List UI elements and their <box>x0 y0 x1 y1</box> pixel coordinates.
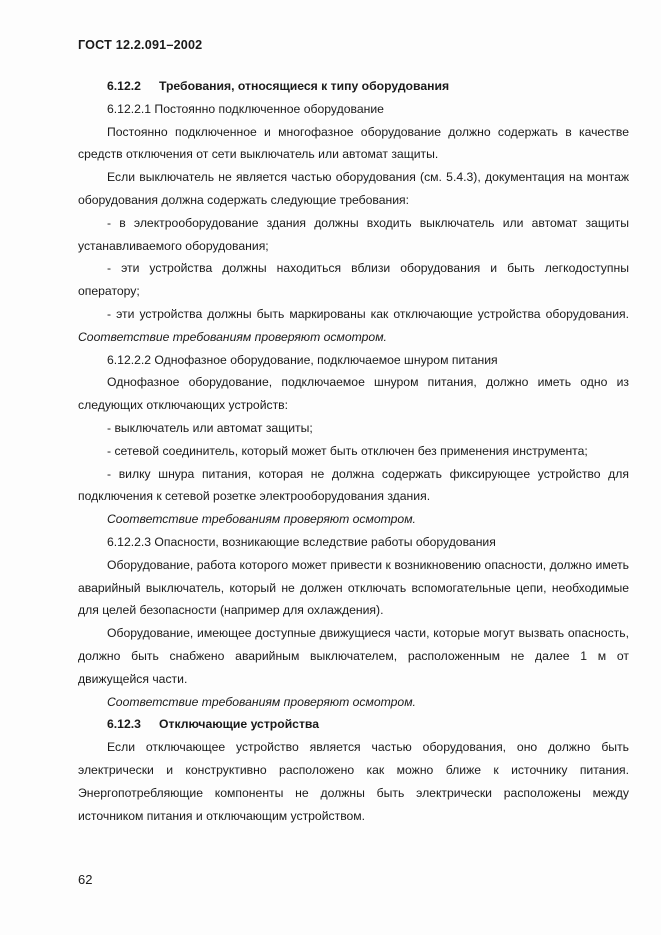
subsection-title-6-12-2-3: 6.12.2.3 Опасности, возникающие вследствие работы оборудования <box>107 534 496 549</box>
compliance-check: Соответствие требованиям проверяют осмотром. <box>107 694 416 709</box>
section-heading-6-12-3 <box>78 713 629 736</box>
page-number: 62 <box>78 872 93 887</box>
compliance-check: Соответствие требованиям проверяют осмотром. <box>107 512 416 527</box>
paragraph: Оборудование, работа которого может привести к возникновению опасности, должно иметь аварийный выключатель, который не должен отключать вспомогательные цепи, необходимые для целей безопасности (например для охлаждения). <box>78 557 629 618</box>
section-heading-6-12-2 <box>78 75 629 98</box>
list-item: - вилку шнура питания, которая не должна содержать фиксирующее устройство для подключения к сетевой розетке электрооборудования здания. <box>78 466 629 504</box>
compliance-check: Соответствие требованиям проверяют осмотром. <box>78 329 387 344</box>
section-title: Отключающие устройства <box>159 717 320 732</box>
paragraph: Если выключатель не является частью оборудования (см. 5.4.3), документация на монтаж оборудования должна содержать следующие требования: <box>78 170 629 207</box>
section-number: 6.12.3 <box>107 717 141 732</box>
paragraph: Однофазное оборудование, подключаемое шнуром питания, должно иметь одно из следующих отключающих устройств: <box>78 375 629 413</box>
paragraph: Постоянно подключенное и многофазное оборудование должно содержать в качестве средств отключения от сети выключатель или автомат защиты. <box>78 124 629 162</box>
list-item-text: - эти устройства должны быть маркированы как отключающие устройства оборудования. <box>107 306 629 321</box>
document-code: ГОСТ 12.2.091–2002 <box>78 38 203 52</box>
subsection-title-6-12-2-2: 6.12.2.2 Однофазное оборудование, подключаемое шнуром питания <box>107 352 498 367</box>
list-item <box>78 303 629 349</box>
subsection-title-6-12-2-1: 6.12.2.1 Постоянно подключенное оборудование <box>107 101 384 116</box>
list-item: - в электрооборудование здания должны входить выключатель или автомат защиты устанавливаемого оборудования; <box>78 215 629 253</box>
list-item: - выключатель или автомат защиты; <box>107 420 313 435</box>
section-title: Требования, относящиеся к типу оборудования <box>159 79 450 93</box>
list-item: - сетевой соединитель, который может быть отключен без применения инструмента; <box>107 443 588 458</box>
document-body <box>78 75 629 827</box>
paragraph: Оборудование, имеющее доступные движущиеся части, которые могут вызвать опасность, должно быть снабжено аварийным выключателем, расположенным не далее 1 м от движущейся части. <box>78 626 629 686</box>
paragraph: Если отключающее устройство является частью оборудования, оно должно быть электрически и конструктивно расположено как можно ближе к источнику питания. Энергопотребляющие компоненты не должны быть электрически расположены между источником питания и отключающим устройством. <box>78 740 629 823</box>
section-number: 6.12.2 <box>107 79 141 93</box>
list-item: - эти устройства должны находиться вблизи оборудования и быть легкодоступны оператору; <box>78 261 629 299</box>
